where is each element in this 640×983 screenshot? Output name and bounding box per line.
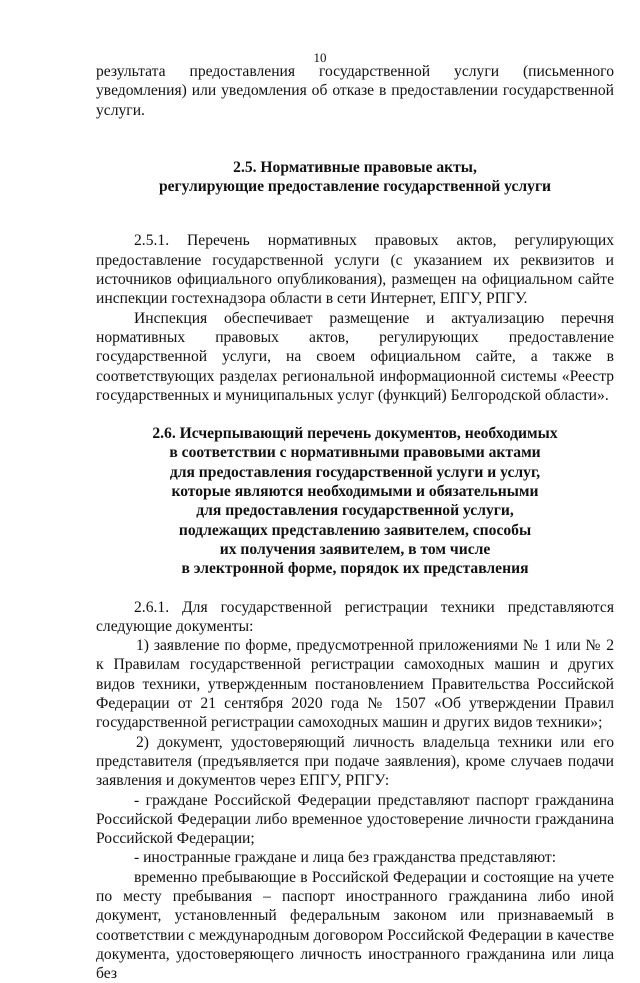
- heading-line: для предоставления государственной услуги,: [196, 502, 514, 520]
- heading-line: в соответствии с нормативными правовыми актами: [169, 444, 541, 462]
- page-number: 10: [313, 50, 327, 65]
- paragraph-inspection: Инспекция обеспечивает размещение и актуализацию перечня нормативных правовых актов, регулирующих предоставление государственной услуги, на своем официальном сайте, а также в соответствующих разделах региональной информационной системы «Реестр государственных и муниципальных услуг (функций) Белгородской области».: [96, 309, 614, 404]
- heading-line: их получения заявителем, в том числе: [219, 540, 491, 558]
- heading-line: подлежащих представлению заявителем, способы: [178, 521, 532, 539]
- spacer: [96, 215, 614, 231]
- section-heading-2-6: [96, 424, 614, 578]
- heading-line: регулирующие предоставление государственной услуги: [158, 178, 552, 196]
- spacer: [96, 139, 614, 158]
- paragraph-2-5-1: 2.5.1. Перечень нормативных правовых актов, регулирующих предоставление государственной услуги (с указанием их реквизитов и источников официального опубликования), размещен на официальном сайте инспекции гостехнадзора области в сети Интернет, ЕПГУ, РПГУ.: [96, 232, 614, 308]
- heading-line: 2.6. Исчерпывающий перечень документов, необходимых: [152, 425, 558, 443]
- document-body: [96, 62, 614, 983]
- section-heading-2-5: [96, 158, 614, 197]
- heading-line: которые являются необходимыми и обязательными: [171, 483, 539, 501]
- dash-item-foreigners: - иностранные граждане и лица без гражданства представляют:: [134, 849, 557, 867]
- heading-line: для предоставления государственной услуги и услуг,: [169, 463, 541, 481]
- paragraph-temporary-residents: временно пребывающие в Российской Федерации и состоящие на учете по месту пребывания – паспорт иностранного гражданина либо иной документ, установленный федеральным законом или признаваемый в соответствии с международным договором Российской Федерации в качестве документа, удостоверяющего личность иностранного гражданина или лица без: [96, 868, 614, 983]
- paragraph-result: результата предоставления государственной услуги (письменного уведомления) или уведомления об отказе в предоставлении государственной услуги.: [96, 63, 614, 119]
- list-item-1: 1) заявление по форме, предусмотренной приложениями № 1 или № 2 к Правилам государственной регистрации самоходных машин и других видов техники, утвержденным постановлением Правительства Российской Федерации от 21 сентября 2020 года № 1507 «Об утверждении Правил государственной регистрации самоходных машин и других видов техники»;: [96, 637, 614, 732]
- heading-line: в электронной форме, порядок их представления: [181, 560, 529, 578]
- heading-line: 2.5. Нормативные правовые акты,: [233, 158, 477, 176]
- list-item-2: 2) документ, удостоверяющий личность владельца техники или его представителя (предъявляется при подаче заявления), кроме случаев подачи заявления и документов через ЕПГУ, РПГУ:: [96, 733, 614, 790]
- spacer: [96, 405, 614, 424]
- dash-item-citizens: - граждане Российской Федерации представляют паспорт гражданина Российской Федерации либо временное удостоверение личности гражданина Российской Федерации;: [96, 791, 614, 848]
- spacer: [96, 120, 614, 139]
- spacer: [96, 579, 614, 598]
- paragraph-2-6-1: 2.6.1. Для государственной регистрации техники представляются следующие документы:: [96, 598, 614, 635]
- spacer: [96, 196, 614, 215]
